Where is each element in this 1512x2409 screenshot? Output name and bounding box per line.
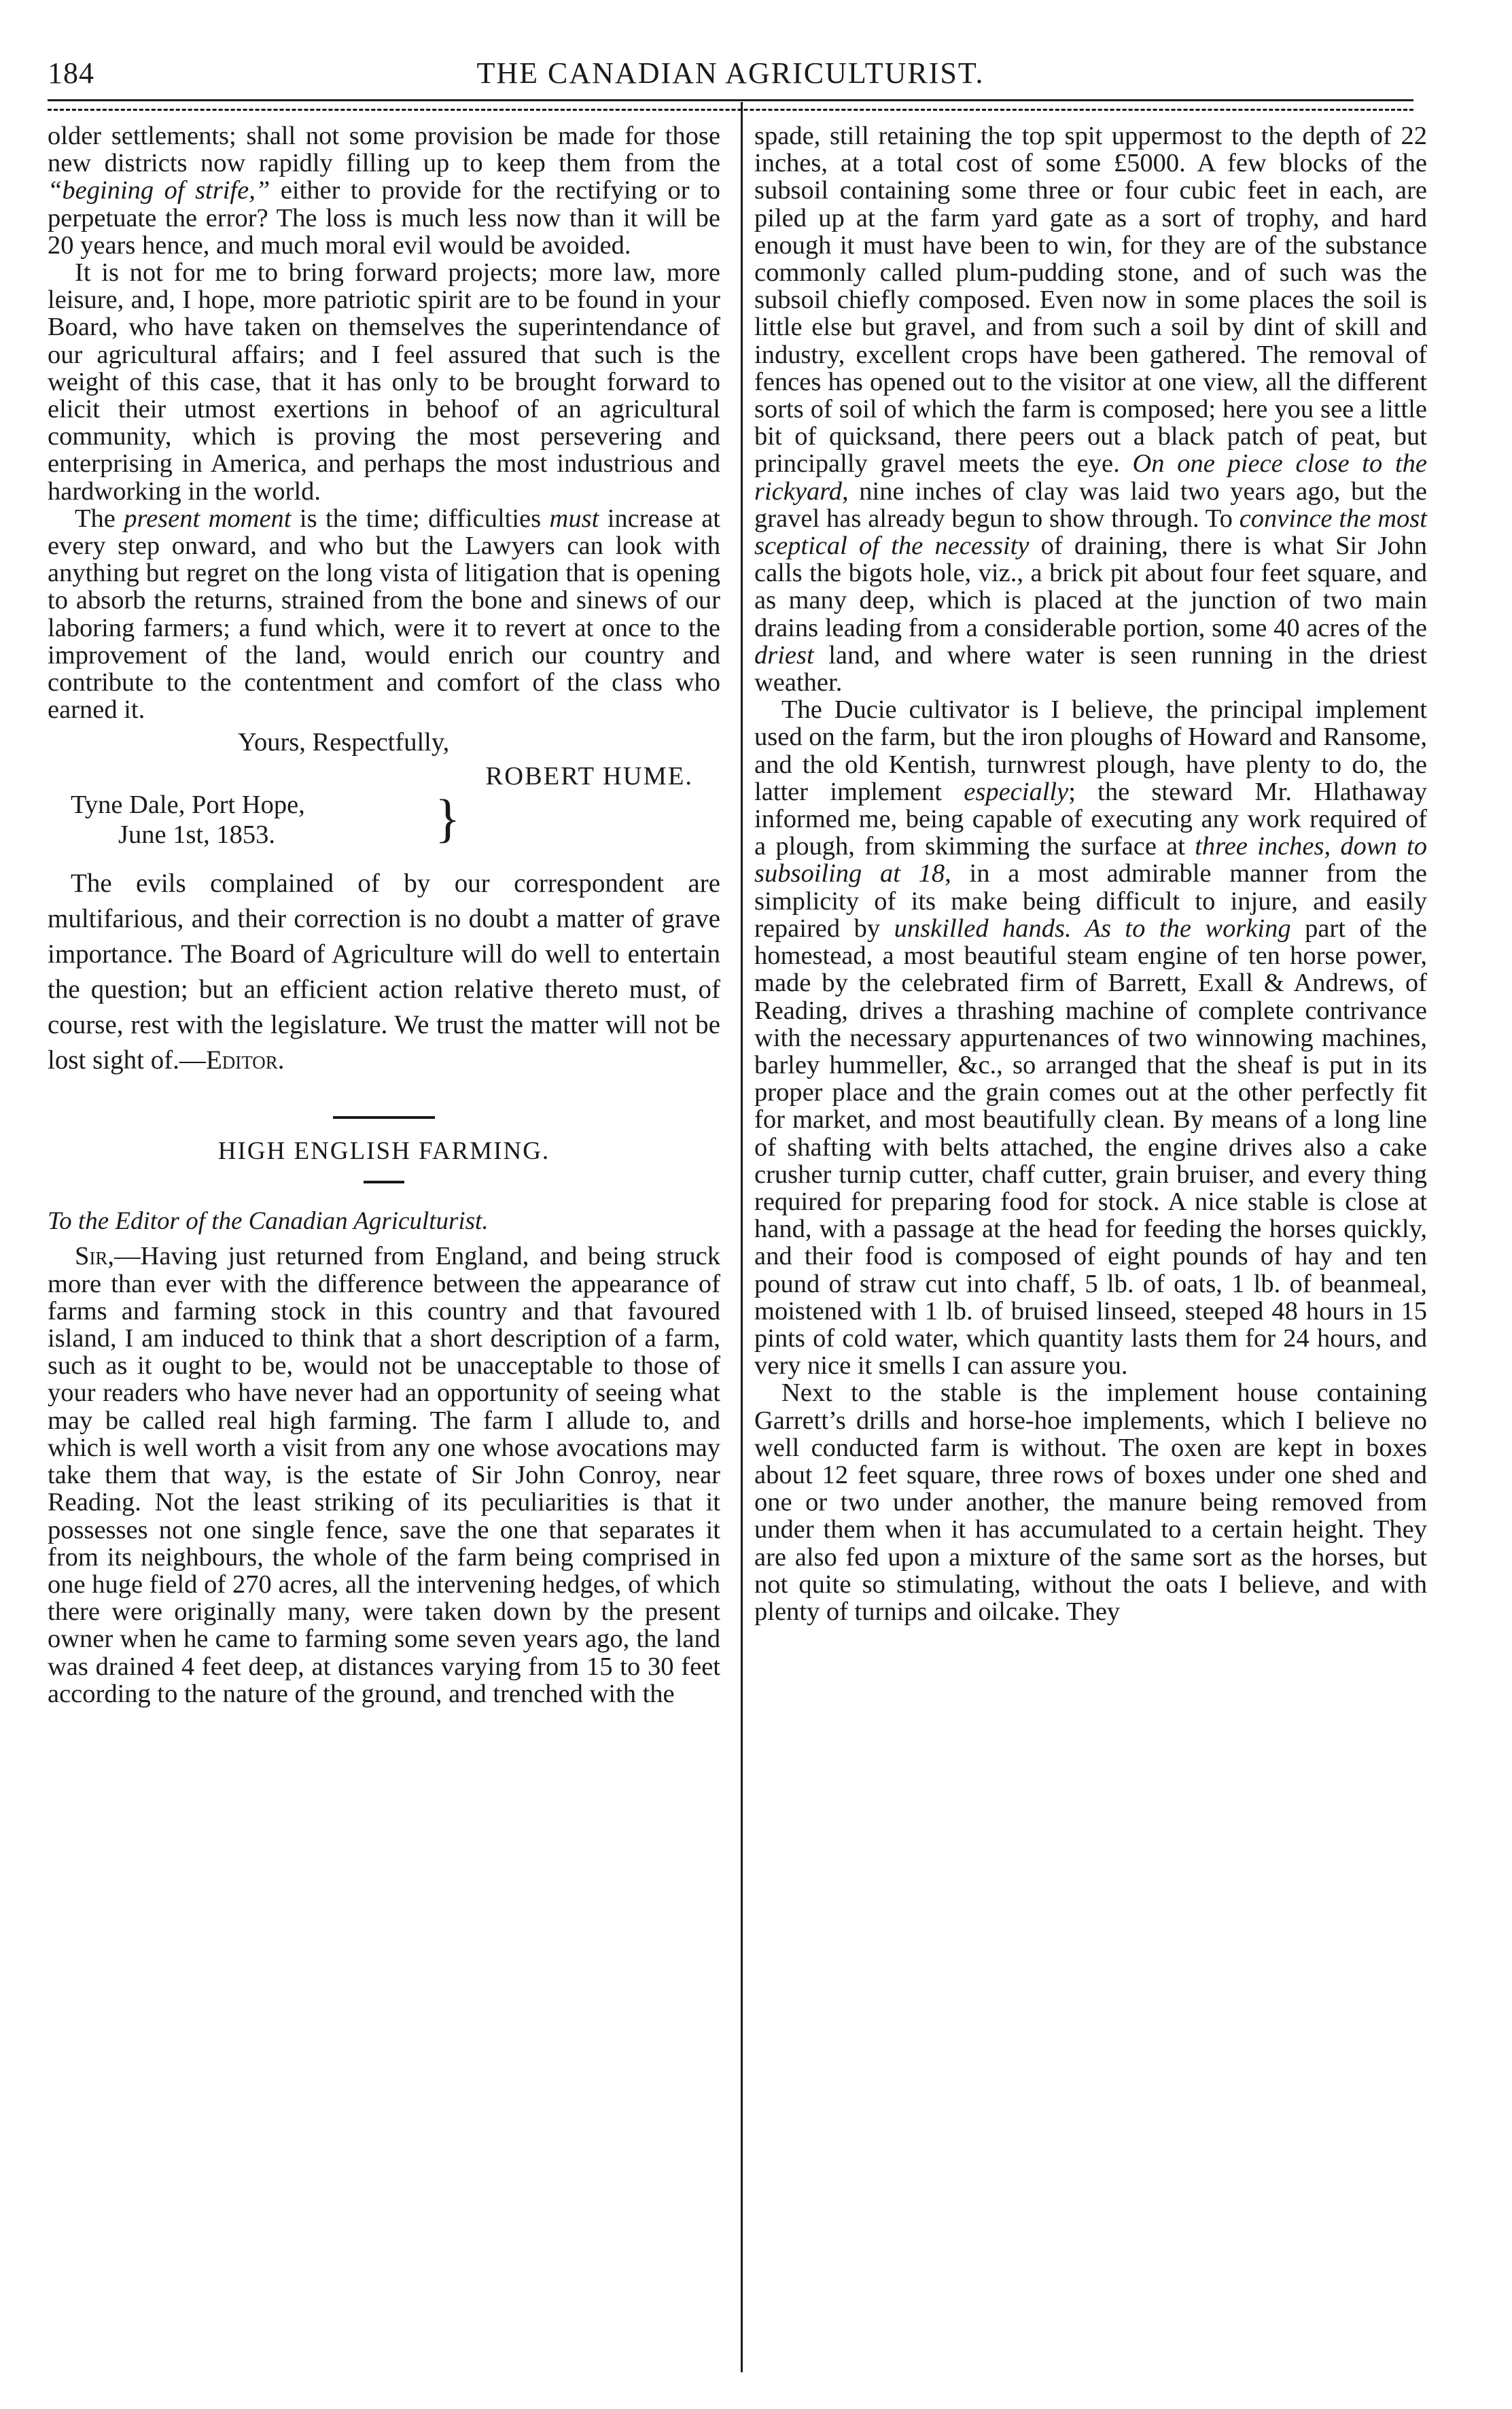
article-continued-emphasis-1: On one piece close to the rickyard,: [754, 449, 1427, 506]
article-implements-text-3: in a most admirable manner from the simplicity of its make being difficult to injure, and easily repaired by: [754, 859, 1427, 943]
article-continued-emphasis-2: convince the most sceptical of the necessity: [754, 504, 1427, 561]
article-paragraph-implements: [754, 696, 1427, 1379]
letter-paragraph-3-text-3: increase at every step onward, and who but the Lawyers can look with anything but regret on the long vista of litigation that is opening to absorb the returns, strained from the bone and sinews of our laboring farmers; a fund which, were it to revert at once to the improvement of the land, would enrich our country and contribute to the contentment and comfort of the class who earned it.: [48, 504, 721, 725]
article-paragraph-1: [48, 1243, 720, 1707]
letter-signature: ROBERT HUME.: [485, 762, 693, 791]
letter-date: June 1st, 1853.: [118, 820, 275, 850]
letter-paragraph-3-emphasis-2: must: [549, 504, 599, 533]
editor-note: [48, 866, 720, 1078]
article-continued-text-4: land, and where water is seen running in the driest weather.: [754, 640, 1427, 697]
letter-signature-block: [48, 723, 720, 866]
header-rule: [48, 99, 1413, 101]
article-implements-text-4: part of the homestead, a most beautiful steam engine of ten horse power, made by the celebrated firm of Barrett, Exall & Andrews, of Reading, drives a thrashing machine of complete contrivance with the necessary appurtenances of two winnowing machines, barley hummeller, &c., so arranged that the sheaf is put in its proper place and the grain comes out at the other perfectly fit for market, and most beautifully clean. By means of a long line of shafting with belts attached, the engine drives also a cake crusher turnip cutter, chaff cutter, grain bruiser, and every thing required for preparing food for stock. A nice stable is close at hand, with a passage at the head for feeding the horses quickly, and their food is composed of eight pounds of hay and ten pound of straw cut into chaff, 5 lb. of oats, 1 lb. of beanmeal, moistened with 1 lb. of bruised linseed, steeped 48 hours in 15 pints of cold water, which quantity lasts them for 24 hours, and very nice it smells I can assure you.: [754, 914, 1428, 1381]
header-dashed-rule: [48, 109, 1413, 111]
article-address: To the Editor of the Canadian Agriculturist.: [48, 1207, 489, 1236]
letter-place-date: [71, 790, 305, 850]
editor-note-paragraph: [48, 866, 720, 1078]
letter-place: Tyne Dale, Port Hope,: [71, 791, 305, 820]
article-paragraph-stable: Next to the stable is the implement house containing Garrett’s drills and horse-hoe implements, which I believe no well conducted farm is without. The oxen are kept in boxes about 12 feet square, three rows of boxes under one shed and one or two under another, the manure being removed from under them when it has accumulated to a certain height. They are also fed upon a mixture of the same sort as the horses, but not quite so stimulating, without the oats I believe, and with plenty of turnips and oilcake. They: [754, 1379, 1427, 1626]
letter-paragraph-3-emphasis-1: present moment: [124, 504, 292, 533]
editor-note-text: The evils complained of by our correspondent are multifarious, and their correction is no doubt a matter of grave importance. The Board of Agriculture will do well to entertain the question; but an efficient action relative thereto must, of course, rest with the legislature. We trust the matter will not be lost sight of.—: [48, 869, 720, 1075]
letter-paragraph-3-text: The: [75, 504, 124, 533]
editor-note-sign: Editor.: [205, 1045, 285, 1075]
letter-paragraph-3: [48, 505, 720, 724]
article-implements-emphasis-3: unskilled hands. As to the working: [894, 914, 1291, 943]
title-rule: [364, 1181, 404, 1183]
article-salutation: Sir,: [75, 1242, 115, 1271]
section-rule: [333, 1116, 435, 1119]
article-implements-emphasis-1: especially: [964, 777, 1069, 806]
article-implements-emphasis-2: three inches, down to subsoiling at 18,: [754, 832, 1427, 888]
journal-title: THE CANADIAN AGRICULTURIST.: [476, 56, 985, 90]
letter-closing: Yours, Respectfully,: [238, 728, 450, 757]
article-paragraph-continued: [754, 122, 1427, 696]
letter-paragraph-3-text-2: is the time; difficulties: [291, 504, 550, 533]
left-column: [48, 122, 720, 1708]
article-paragraph-1-text: —Having just returned from England, and being struck more than ever with the difference between the appearance of farms and farming stock in this country and that favoured island, I am induced to think that a short description of a farm, such as it ought to be, would not be unacceptable to those of your readers who have never had an opportunity of seeing what may be called real high farming. The farm I allude to, and which is well worth a visit from any one whose avocations may take them that way, is the estate of Sir John Conroy, near Reading. Not the least striking of its peculiarities is that it possesses not one single fence, save the one that separates it from its neighbours, the whole of the farm being comprised in one huge field of 270 acres, all the intervening hedges, of which there were originally many, were taken down by the present owner when he came to farming some seven years ago, the land was drained 4 feet deep, at distances varying from 15 to 30 feet according to the nature of the ground, and trenched with the: [48, 1242, 720, 1708]
letter-brace: }: [435, 788, 461, 848]
letter-paragraph-2: It is not for me to bring forward projects; more law, more leisure, and, I hope, more patriotic spirit are to be found in your Board, who have taken on themselves the superintendance of our agricultural affairs; and I feel assured that such is the weight of this case, that it has only to be brought forward to elicit their utmost exertions in behoof of an agricultural community, which is proving the most persevering and enterprising in America, and perhaps the most industrious and hardworking in the world.: [48, 258, 720, 506]
article-title: HIGH ENGLISH FARMING.: [217, 1137, 550, 1166]
article-continued-text-2: nine inches of clay was laid two years ago, but the gravel has already begun to show through. To: [754, 476, 1427, 533]
letter-paragraph-1-text-end: either to provide for the rectifying or to perpetuate the error? The loss is much less now than it will be 20 years hence, and much moral evil would be avoided.: [48, 176, 720, 260]
article-implements-text-1: The Ducie cultivator is I believe, the principal implement used on the farm, but the iron ploughs of Howard and Ransome, and the old Kentish, turnwrest plough, have plenty to do, the latter implement: [754, 695, 1427, 806]
running-head: [48, 56, 1413, 103]
letter-paragraph-1: [48, 122, 720, 259]
article-continued-text-3: of draining, there is what Sir John calls the bigots hole, viz., a brick pit about four feet square, and as many deep, which is placed at the junction of two main drains leading from a considerable portion, some 40 acres of the: [754, 532, 1428, 642]
letter-paragraph-1-emphasis: “begining of strife,”: [48, 176, 270, 205]
letter-paragraph-1-text: older settlements; shall not some provision be made for those new districts now rapidly filling up to keep them from the: [48, 122, 720, 178]
right-column: [754, 122, 1427, 1625]
article-continued-text-1: spade, still retaining the top spit uppermost to the depth of 22 inches, at a total cost of some £5000. A few blocks of the subsoil containing some three or four cubic feet in each, are piled up at the farm yard gate as a sort of trophy, and hard enough it must have been to win, for they are of the substance commonly called plum-pudding stone, and of such was the subsoil chiefly composed. Even now in some places the soil is little else but gravel, and from such a soil by dint of skill and industry, excellent crops have been gathered. The removal of fences has opened out to the visitor at one view, all the different sorts of soil of which the farm is composed; here you see a little bit of quicksand, there peers out a black patch of peat, but principally gravel meets the eye.: [754, 122, 1427, 479]
page-number: 184: [48, 56, 94, 90]
article-implements-text-2: ; the steward Mr. Hlathaway informed me, being capable of executing any work required of a plough, from skimming the surface at: [754, 777, 1428, 861]
article-continued-emphasis-3: driest: [754, 640, 814, 670]
column-divider: [741, 102, 743, 2372]
